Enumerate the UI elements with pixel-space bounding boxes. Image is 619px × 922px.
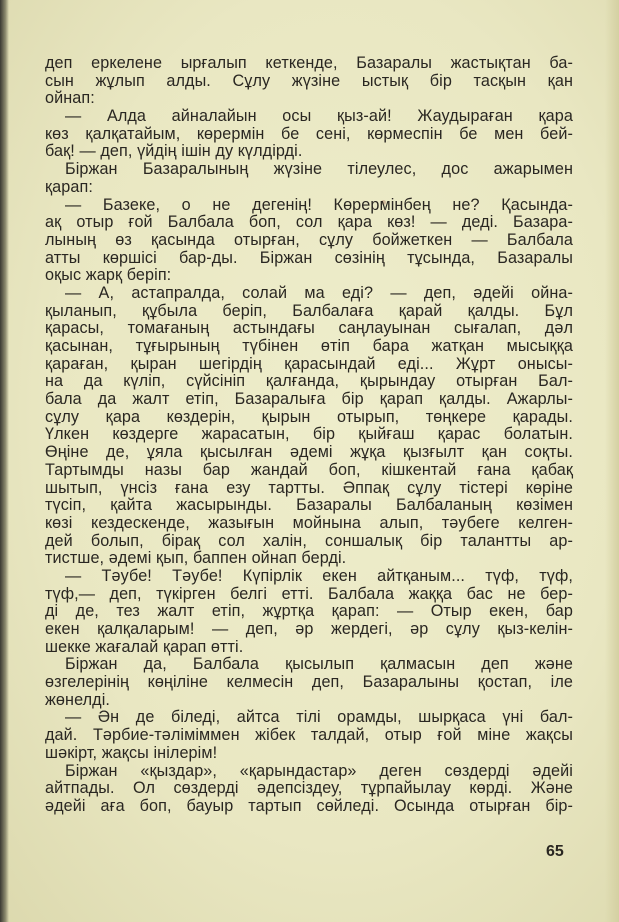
text-line: Үлкен көздерге жарасатын, бір қыйғаш қарас болатын. (45, 425, 573, 444)
text-line: түф,— деп, түкірген белгі етті. Балбала жаққа бас не бер- (45, 584, 573, 603)
text-line: ді де, тез жалт етіп, жұртқа қарап: — Отыр екен, бар (45, 602, 573, 621)
text-line: — Базеке, о не дегенің! Көрермінбең не? Қасында- (65, 195, 573, 214)
text-line: Тартымды назы бар жандай боп, кішкентай ғана қабақ (45, 460, 573, 479)
body-text (45, 55, 573, 816)
text-line: лының өз қасында отырған, сұлу бойжеткен — Балбала (45, 230, 573, 249)
text-line: қарасы, томағаның астындағы саңлауынан сығалап, дәл (45, 319, 573, 338)
text-line: атты көршісі бар-ды. Біржан сөзінің тұсында, Базаралы (45, 248, 573, 267)
text-line: сын жұлып алды. Сұлу жүзіне ыстық бір тасқын қан (45, 71, 573, 90)
text-line: көзі кездескенде, жазығын мойнына алып, тәубеге келген- (45, 513, 573, 532)
text-line: сұлу қара көздерін, қырын отырып, төңкере қарады. (45, 407, 573, 426)
text-line: на да күліп, сүйсініп қалғанда, қырындау отырған Бал- (45, 372, 573, 391)
page-binding-shadow (0, 0, 9, 922)
text-line: шәкірт, жақсы інілерім! (45, 743, 218, 762)
text-line: түсіп, қайта жасырынды. Базаралы Балбаланың көзімен (45, 496, 573, 515)
text-line: айтпады. Ол сөздерді әдепсіздеу, тұрпайылау көрді. Және (45, 779, 573, 798)
text-line: шекке жағалай қарап өтті. (45, 637, 244, 656)
text-line: оқыс жарқ беріп: (45, 266, 172, 285)
text-line: жөнелді. (45, 690, 111, 709)
text-line: — Ән де біледі, айтса тілі орамды, шырқаса үні бал- (65, 708, 573, 727)
text-line: Біржан Базаралының жүзіне тілеулес, дос ажарымен (65, 160, 573, 179)
text-line: — Алда айналайын осы қыз-ай! Жаудыраған қара (65, 107, 573, 126)
text-line: деп еркелене ырғалып кеткенде, Базаралы жастықтан ба- (45, 54, 573, 72)
text-line: көз қалқатайым, көрермін бе сені, көрмеспін бе мен бей- (45, 124, 573, 143)
text-line: Біржан да, Балбала қысылып қалмасын деп және (65, 655, 573, 674)
text-line: Өңіне де, ұяла қысылған әдемі жұқа қызғылт қан соқты. (45, 443, 573, 462)
text-line: ойнап: (45, 89, 95, 108)
text-line: әдейі аға боп, бауыр тартып сөйледі. Осында отырған бір- (45, 796, 573, 815)
text-line: өзгелерінің көңіліне келмесін деп, Базаралыны қостап, іле (45, 673, 573, 692)
page-number: 65 (546, 843, 564, 860)
text-line: қыланып, құбыла беріп, Балбалаға қарай қалды. Бұл (45, 301, 573, 320)
text-line: бала да жалт етіп, Базаралыға бір қарап қалды. Ажарлы- (45, 390, 573, 409)
page-edge (605, 0, 619, 922)
text-line: Біржан «қыздар», «қарындастар» деген сөздерді әдейі (65, 761, 573, 780)
text-line: — А, астапралда, солай ма еді? — деп, әдейі ойна- (65, 283, 573, 302)
text-line: шытып, үнсіз ғана езу тартты. Әппақ сұлу тістері көріне (45, 478, 573, 497)
text-line: қарап: (45, 177, 93, 196)
text-line: қасынан, тұғырының түбінен өтіп бара жатқан мысыққа (45, 337, 573, 355)
text-line: бақ! — деп, үйдің ішін ду күлдірді. (45, 142, 303, 161)
text-line: ақ отыр ғой Балбала боп, сол қара көз! — деді. Базара- (45, 213, 573, 232)
text-line: дай. Тәрбие-тәліміммен жібек талдай, отыр ғой міне жақсы (45, 726, 573, 745)
text-line: екен қалқаларым! — деп, әр жердегі, әр сұлу қыз-келін- (45, 620, 573, 638)
text-line: тистше, әдемі қып, баппен ойнап берді. (45, 549, 347, 568)
text-line: дей болып, бірақ сол халін, соншалық бір талантты ар- (45, 531, 573, 550)
text-line: — Тәубе! Тәубе! Күпірлік екен айтқаным... түф, түф, (65, 566, 573, 585)
text-line: қараған, қыран шегірдің қарасындай еді... Жұрт онысы- (45, 354, 573, 373)
